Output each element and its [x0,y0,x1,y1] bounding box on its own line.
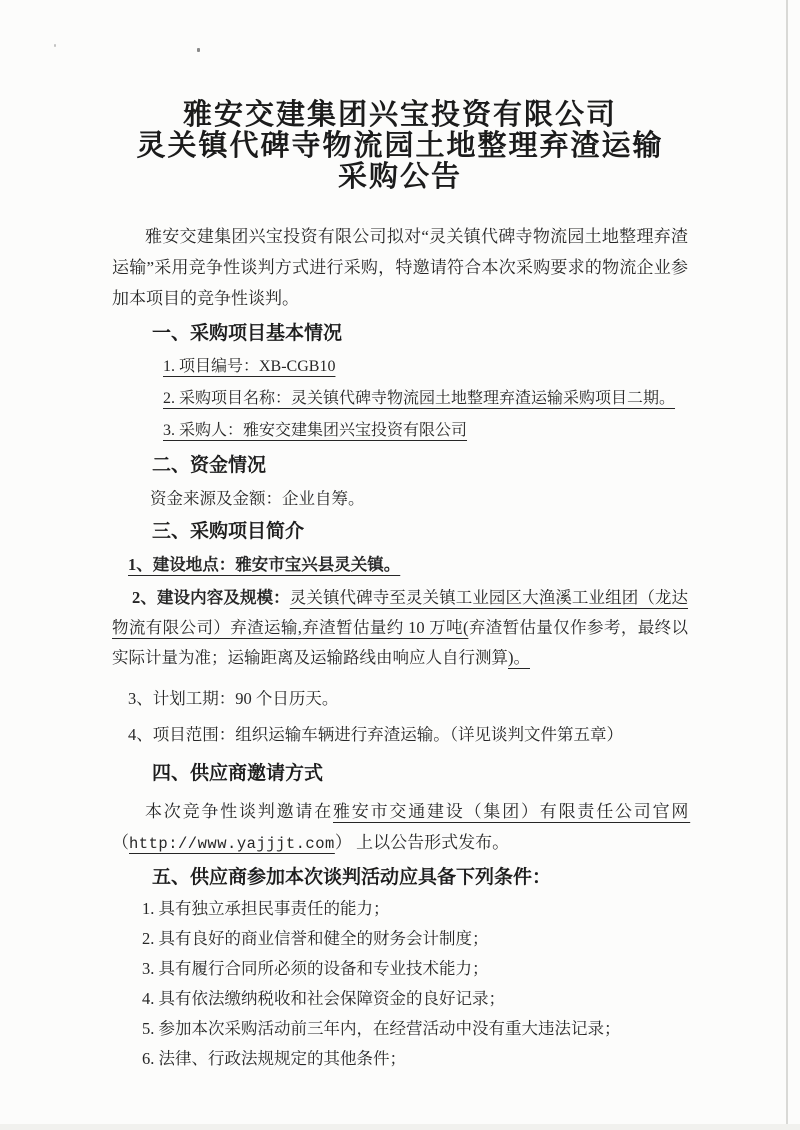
construction-scope-label: 2、建设内容及规模： [132,588,290,607]
construction-scope-item [112,583,688,673]
section-heading-basic-info: 一、采购项目基本情况 [152,323,343,344]
condition-item-6: 6. 法律、行政法规规定的其他条件； [142,1049,406,1068]
org-website-name: 雅安市交通建设（集团）有限责任公司官网 [333,802,691,821]
paren-open: （ [112,833,129,852]
purchaser-item: 3. 采购人：雅安交建集团兴宝投资有限公司 [163,422,468,439]
project-range-item: 4、项目范围：组织运输车辆进行弃渣运输。（详见谈判文件第五章） [128,725,623,744]
condition-item-4: 4. 具有依法缴纳税收和社会保障资金的良好记录； [142,989,505,1008]
title-line-notice: 采购公告 [337,161,462,193]
construction-location-item: 1、建设地点：雅安市宝兴县灵关镇。 [128,555,401,574]
condition-item-5: 5. 参加本次采购活动前三年内，在经营活动中没有重大违法记录； [142,1019,621,1038]
invitation-post-text: 上以公告形式发布。 [351,833,510,852]
planned-duration-item: 3、计划工期：90 个日历天。 [128,689,339,708]
title-line-company: 雅安交建集团兴宝投资有限公司 [182,99,617,131]
org-website-url: http://www.yajjjt.com [129,835,335,853]
funding-source-line: 资金来源及金额：企业自筹。 [150,489,365,508]
section-heading-funding: 二、资金情况 [152,455,267,476]
scan-speck [197,48,200,52]
construction-scope-underlined-text: 灵关镇代碑寺至灵关镇工业园区大渔溪工业组团（龙达物流有限公司）弃渣运输,弃渣暂估量约 10 万吨( [112,588,689,637]
construction-scope-note: 弃渣暂估量仅作参考，最终以实际计量为准；运输距离及运输路线由响应人自行测算 [112,618,688,667]
condition-item-2: 2. 具有良好的商业信誉和健全的财务会计制度； [142,929,489,948]
scan-speck [54,44,56,47]
document-title [112,0,688,193]
condition-item-1: 1. 具有独立承担民事责任的能力； [142,899,390,918]
invitation-pre-text: 本次竞争性谈判邀请在 [145,802,333,821]
section-heading-supplier-conditions: 五、供应商参加本次谈判活动应具备下列条件： [152,867,552,888]
title-line-project: 灵关镇代碑寺物流园土地整理弃渣运输 [136,130,664,162]
project-name-item: 2. 采购项目名称：灵关镇代碑寺物流园土地整理弃渣运输采购项目二期。 [163,390,676,407]
condition-item-3: 3. 具有履行合同所必须的设备和专业技术能力； [142,959,489,978]
section-heading-invitation-method: 四、供应商邀请方式 [152,763,324,784]
construction-scope-underlined-end: )。 [508,648,530,667]
invitation-paragraph-line1 [112,796,691,827]
invitation-paragraph-line2 [112,827,688,860]
intro-paragraph: 雅安交建集团兴宝投资有限公司拟对“灵关镇代碑寺物流园土地整理弃渣运输”采用竞争性谈判方式进行采购，特邀请符合本次采购要求的物流企业参加本项目的竞争性谈判。 [112,227,688,308]
project-number-item: 1. 项目编号：XB-CGB10 [163,358,336,375]
paren-close: ） [334,833,352,852]
scan-bottom-shade [0,1124,800,1130]
section-heading-project-brief: 三、采购项目简介 [152,521,305,542]
scan-edge-line [786,0,788,1130]
